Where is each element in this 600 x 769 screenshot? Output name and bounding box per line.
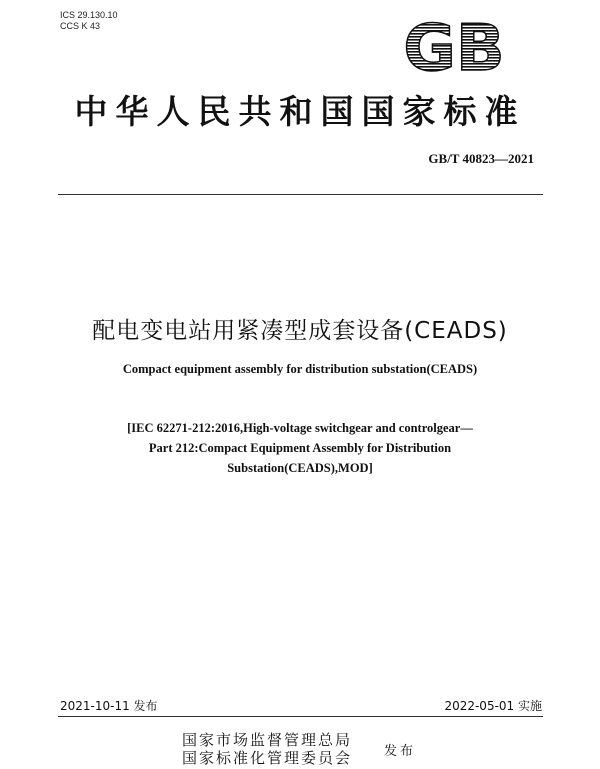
national-standard-heading: 中华人民共和国国家标准 — [74, 92, 526, 131]
standard-code: GB/T 40823—2021 — [428, 151, 534, 166]
issue-verb: 发布 — [384, 744, 417, 759]
equivalence-statement — [60, 418, 540, 478]
effective-date: 2022-05-01 实施 — [444, 699, 542, 713]
gb-logo — [395, 18, 513, 74]
title-chinese: 配电变电站用紧凑型成套设备(CEADS) — [92, 318, 508, 344]
issue-date: 2021-10-11 发布 — [60, 699, 158, 713]
issuer-line-1: 国家市场监督管理总局 — [182, 731, 353, 749]
header-divider — [58, 194, 543, 195]
equivalence-line-3: Substation(CEADS),MOD] — [227, 461, 373, 475]
classification-codes — [60, 10, 118, 32]
issuing-authorities — [182, 731, 352, 767]
gb-logo-text: GB — [403, 18, 505, 74]
equivalence-line-1: [IEC 62271-212:2016,High-voltage switchgear and controlgear— — [127, 421, 473, 435]
title-english: Compact equipment assembly for distribution substation(CEADS) — [122, 362, 478, 376]
ics-code: ICS 29.130.10 — [60, 10, 118, 20]
ccs-code: CCS K 43 — [60, 21, 101, 31]
issuer-line-2: 国家标准化管理委员会 — [182, 749, 353, 767]
equivalence-line-2: Part 212:Compact Equipment Assembly for Distribution — [148, 441, 452, 455]
footer-divider — [58, 716, 543, 717]
